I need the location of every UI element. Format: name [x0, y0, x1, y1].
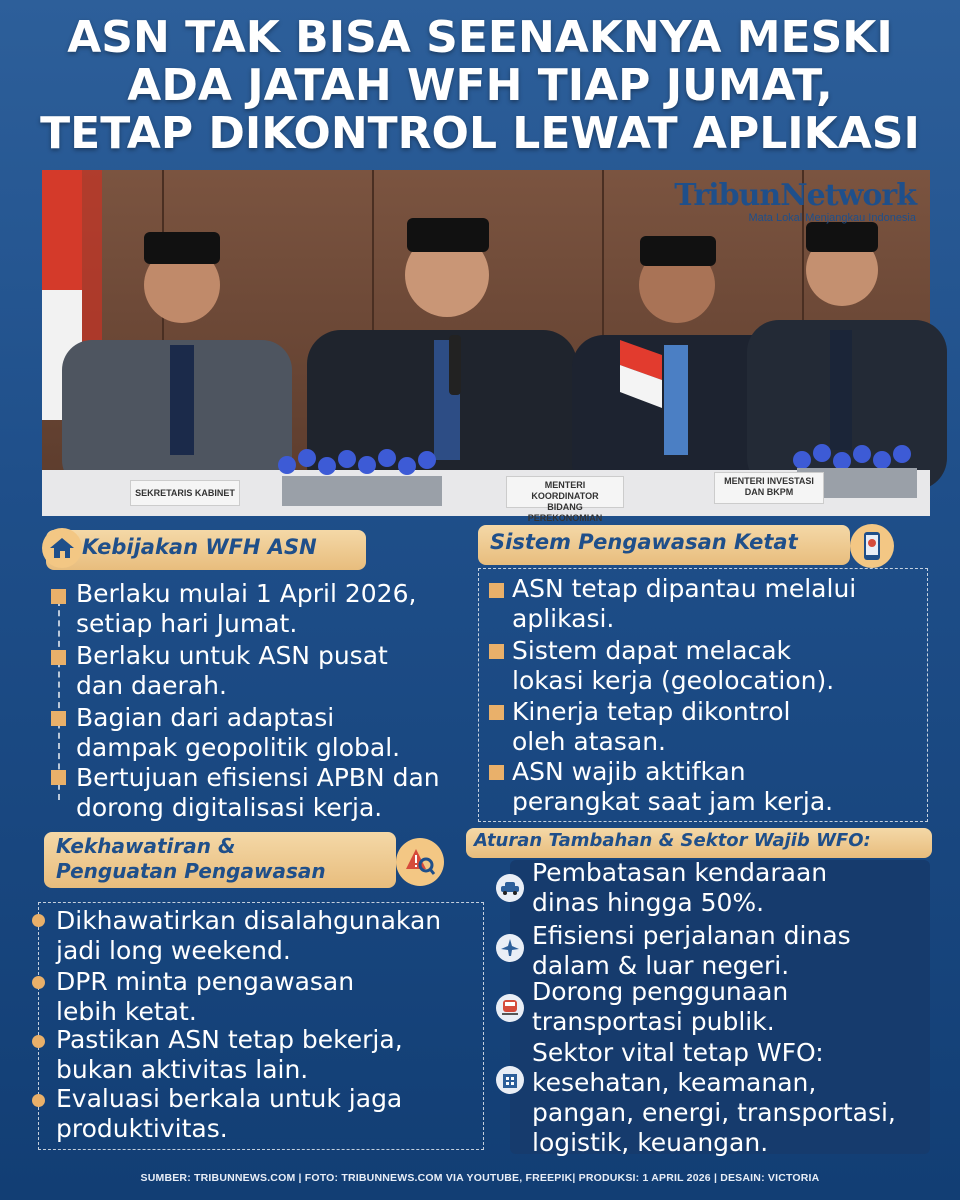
kekhawatiran-title-line-2: Penguatan Pengawasan: [56, 859, 326, 883]
footer-credits: SUMBER: TRIBUNNEWS.COM | FOTO: TRIBUNNEWS.COM VIA YOUTUBE, FREEPIK| PRODUKSI: 1 APRIL 2026 | DESAIN: VICTORIA: [140, 1172, 820, 1184]
item-line: dinas hingga 50%.: [532, 888, 765, 917]
bullet-square: [489, 583, 504, 598]
pengawasan-item: [512, 757, 833, 817]
bullet-square: [51, 770, 66, 785]
kebijakan-title-text: Kebijakan WFH ASN: [82, 535, 317, 559]
item-line: setiap hari Jumat.: [76, 609, 298, 638]
press-conference-photo: [42, 170, 930, 523]
bullet-square: [51, 589, 66, 604]
car-icon: [496, 874, 524, 902]
headline-line-3: TETAP DIKONTROL LEWAT APLIKASI: [40, 108, 920, 159]
item-line: dan daerah.: [76, 671, 227, 700]
bullet-square: [51, 650, 66, 665]
item-line: transportasi publik.: [532, 1007, 775, 1036]
bullet-dot: [32, 1035, 45, 1048]
kekhawatiran-item: [56, 967, 354, 1027]
bullet-square: [489, 644, 504, 659]
bullet-dot: [32, 976, 45, 989]
kekhawatiran-item: [56, 906, 441, 966]
bullet-square: [51, 711, 66, 726]
item-line: Bagian dari adaptasi: [76, 703, 335, 732]
item-line: ASN wajib aktifkan: [512, 757, 746, 786]
pengawasan-item: [512, 636, 834, 696]
item-line: Berlaku untuk ASN pusat: [76, 641, 388, 670]
train-icon: [496, 994, 524, 1022]
item-line: Dorong penggunaan: [532, 977, 789, 1006]
kekhawatiran-item: [56, 1084, 402, 1144]
nameplate-investasi: [714, 472, 824, 504]
tribun-network-logo: [674, 180, 916, 224]
item-line: Evaluasi berkala untuk jaga: [56, 1084, 403, 1113]
bullet-dot: [32, 914, 45, 927]
aturan-item: [532, 977, 788, 1037]
headline: [0, 14, 960, 158]
nameplate-sekretaris: [130, 480, 240, 506]
item-line: produktivitas.: [56, 1114, 228, 1143]
item-line: dampak geopolitik global.: [76, 733, 401, 762]
pengawasan-item: [512, 574, 856, 634]
item-line: kesehatan, keamanan,: [532, 1068, 817, 1097]
aturan-sektor: [532, 1038, 896, 1158]
item-line: oleh atasan.: [512, 727, 666, 756]
item-line: Sektor vital tetap WFO:: [532, 1038, 824, 1067]
airplane-icon: [496, 934, 524, 962]
nameplate-menko: [506, 476, 624, 523]
item-line: Bertujuan efisiensi APBN dan: [76, 763, 440, 792]
item-line: Efisiensi perjalanan dinas: [532, 921, 851, 950]
item-line: Pastikan ASN tetap bekerja,: [56, 1025, 403, 1054]
nameplate-text: SEKRETARIS KABINET: [135, 488, 235, 498]
item-line: bukan aktivitas lain.: [56, 1055, 309, 1084]
pengawasan-title: [478, 525, 850, 565]
nameplate-text-2: DAN BKPM: [744, 487, 794, 497]
kekhawatiran-title-line-1: Kekhawatiran &: [56, 834, 236, 858]
item-line: lokasi kerja (geolocation).: [512, 666, 835, 695]
kebijakan-item: [76, 703, 400, 763]
aturan-item: [532, 921, 851, 981]
item-line: perangkat saat jam kerja.: [512, 787, 834, 816]
item-line: jadi long weekend.: [56, 936, 291, 965]
item-line: lebih ketat.: [56, 997, 197, 1026]
house-icon: [42, 528, 82, 568]
kebijakan-item: [76, 579, 416, 639]
kebijakan-title: [46, 530, 366, 570]
item-line: ASN tetap dipantau melalui: [512, 574, 857, 603]
item-line: dorong digitalisasi kerja.: [76, 793, 383, 822]
item-line: pangan, energi, transportasi,: [532, 1098, 896, 1127]
bullet-square: [489, 705, 504, 720]
headline-line-2: ADA JATAH WFH TIAP JUMAT,: [127, 60, 833, 111]
kekhawatiran-item: [56, 1025, 403, 1085]
item-line: DPR minta pengawasan: [56, 967, 355, 996]
item-line: Dikhawatirkan disalahgunakan: [56, 906, 442, 935]
building-icon: [496, 1066, 524, 1094]
kebijakan-item: [76, 763, 440, 823]
smartphone-location-icon: [850, 524, 894, 568]
item-line: logistik, keuangan.: [532, 1128, 769, 1157]
aturan-title: [466, 828, 932, 858]
item-line: Pembatasan kendaraan: [532, 858, 828, 887]
pengawasan-item: [512, 697, 791, 757]
warning-search-icon: [396, 838, 444, 886]
aturan-title-text: Aturan Tambahan & Sektor Wajib WFO:: [474, 830, 871, 851]
item-line: dalam & luar negeri.: [532, 951, 790, 980]
kekhawatiran-title: [44, 832, 396, 888]
item-line: Kinerja tetap dikontrol: [512, 697, 791, 726]
logo-wordmark: TribunNetwork: [674, 178, 916, 213]
headline-line-1: ASN TAK BISA SEENAKNYA MESKI: [67, 12, 893, 63]
kebijakan-item: [76, 641, 388, 701]
nameplate-text-1: MENTERI KOORDINATOR: [531, 480, 599, 501]
item-line: aplikasi.: [512, 604, 615, 633]
item-line: Berlaku mulai 1 April 2026,: [76, 579, 417, 608]
nameplate-text-2: BIDANG PEREKONOMIAN: [527, 502, 603, 523]
nameplate-text-1: MENTERI INVESTASI: [724, 476, 814, 486]
pengawasan-title-text: Sistem Pengawasan Ketat: [490, 530, 798, 554]
bullet-square: [489, 765, 504, 780]
item-line: Sistem dapat melacak: [512, 636, 791, 665]
aturan-item: [532, 858, 827, 918]
bullet-dot: [32, 1094, 45, 1107]
logo-tagline: Mata Lokal Menjangkau Indonesia: [748, 212, 916, 224]
